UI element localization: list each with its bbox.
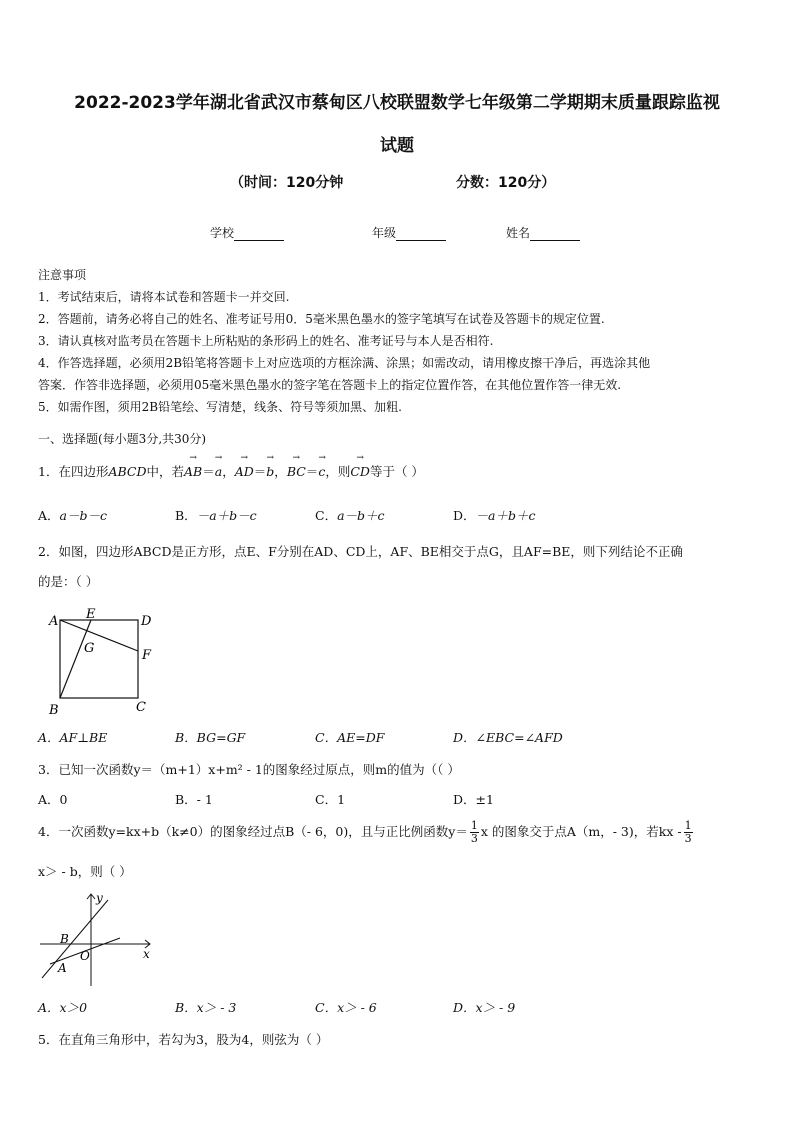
- q3-option-d[interactable]: D．±1: [453, 792, 494, 807]
- note-item: 4．作答选择题，必须用2B铅笔将答题卡上对应选项的方框涂满、涂黑；如需改动，请用橡皮擦干净后，再选涂其他: [38, 356, 651, 370]
- fraction-numerator: 1: [684, 819, 692, 832]
- label-b: B: [60, 932, 69, 946]
- section-heading: 一、选择题(每小题3分,共30分): [38, 432, 207, 446]
- name-field[interactable]: [506, 224, 580, 241]
- question-4-line2: x＞ - b，则（ ）: [38, 864, 132, 879]
- q2-option-d[interactable]: D．∠EBC=∠AFD: [453, 730, 563, 745]
- comma: ，: [274, 464, 287, 479]
- comma: ，: [222, 464, 235, 479]
- q2-option-c[interactable]: C．AE=DF: [315, 730, 385, 745]
- option-letter: C．: [315, 508, 338, 523]
- note-item: 3．请认真核对监考员在答题卡上所粘贴的条形码上的姓名、准考证号与本人是否相符.: [38, 334, 494, 348]
- label-f: F: [142, 648, 152, 663]
- grade-field[interactable]: [372, 224, 446, 241]
- vector-b: → b: [266, 464, 274, 479]
- equals-sign: ＝: [202, 464, 215, 479]
- name-blank[interactable]: [530, 228, 580, 241]
- q1-option-b[interactable]: [175, 506, 257, 524]
- note-item: 答案．作答非选择题，必须用05毫米黑色墨水的签字笔在答题卡上的指定位置作答，在其他位置作答一律无效.: [38, 378, 622, 392]
- q1-option-d[interactable]: [453, 506, 536, 524]
- segment-be: [60, 620, 91, 698]
- name-label: 姓名: [506, 226, 531, 240]
- q2-option-b[interactable]: B．BG=GF: [175, 730, 246, 745]
- question-4-line1: [38, 820, 763, 845]
- label-x: x: [143, 947, 150, 961]
- q1-text: 1．在四边形: [38, 464, 109, 479]
- q3-option-c[interactable]: C．1: [315, 792, 346, 807]
- q4-option-c[interactable]: C．x＞ - 6: [315, 1000, 377, 1015]
- time-limit: （时间：120分钟: [230, 175, 344, 191]
- label-b: B: [49, 703, 59, 718]
- vector-bc: → BC: [287, 464, 306, 479]
- q3-option-b[interactable]: B．- 1: [175, 792, 213, 807]
- q1-text: 中，若: [146, 464, 184, 479]
- q2-option-a[interactable]: A．AF⊥BE: [38, 730, 108, 745]
- linear-function-graph: [32, 888, 162, 988]
- label-g: G: [84, 641, 95, 656]
- note-item: 2．答题前，请务必将自己的姓名、准考证号用0．5毫米黑色墨水的签字笔填写在试卷及答题卡的规定位置.: [38, 312, 605, 326]
- total-score: 分数：120分）: [456, 175, 556, 191]
- q3-option-a[interactable]: A．0: [38, 792, 68, 807]
- segment-af: [60, 620, 138, 651]
- notes-heading: 注意事项: [38, 268, 87, 282]
- question-1: [38, 462, 763, 480]
- vector-ab: → AB: [184, 464, 202, 479]
- vector-cd: → CD: [350, 464, 370, 479]
- q1-text: ，则: [325, 464, 351, 479]
- grade-blank[interactable]: [396, 228, 446, 241]
- option-letter: B．: [175, 508, 197, 523]
- label-y: y: [96, 891, 103, 905]
- square-abcd: [60, 620, 138, 698]
- question-5: 5．在直角三角形中，若勾为3，股为4，则弦为（ ）: [38, 1032, 329, 1047]
- q4-text: 4．一次函数y=kx+b（k≠0）的图象经过点B（- 6，0)，且与正比例函数y＝: [38, 824, 468, 839]
- label-d: D: [141, 614, 152, 629]
- vector-a: → a: [215, 464, 222, 479]
- option-letter: A．: [38, 508, 60, 523]
- fraction-denominator: 3: [684, 832, 692, 845]
- school-label: 学校: [210, 226, 235, 240]
- fraction-denominator: 3: [470, 832, 478, 845]
- q1-option-c[interactable]: [315, 506, 385, 524]
- exam-title-line2: 试题: [380, 136, 414, 156]
- label-a: A: [49, 614, 59, 629]
- label-a: A: [58, 961, 67, 975]
- note-item: 1．考试结束后，请将本试卷和答题卡一并交回.: [38, 290, 290, 304]
- q1-quad: ABCD: [108, 464, 147, 479]
- equals-sign: ＝: [253, 464, 267, 479]
- vector-c: → c: [318, 464, 325, 479]
- label-c: C: [136, 700, 146, 715]
- q4-text: x 的图象交于点A（m，- 3)，若kx -: [480, 824, 682, 839]
- fraction-one-third: [684, 820, 693, 845]
- q4-option-a[interactable]: A．x＞0: [38, 1000, 88, 1015]
- option-text: －a＋b－c: [196, 508, 257, 523]
- question-3: 3．已知一次函数y＝（m+1）x+m² - 1的图象经过原点，则m的值为（（ ）: [38, 762, 460, 777]
- q4-option-b[interactable]: B．x＞ - 3: [175, 1000, 237, 1015]
- school-blank[interactable]: [234, 228, 284, 241]
- option-text: a－b＋c: [337, 508, 385, 523]
- label-e: E: [86, 607, 96, 622]
- question-2-line1: 2．如图，四边形ABCD是正方形，点E、F分别在AD、CD上，AF、BE相交于点G，且AF=BE，则下列结论不正确: [38, 544, 683, 559]
- equals-sign: ＝: [305, 464, 319, 479]
- line-y-kx-b: [42, 900, 108, 978]
- vector-ad: → AD: [235, 464, 254, 479]
- question-2-line2: 的是：（ ）: [38, 574, 99, 589]
- notes-section: [38, 264, 758, 418]
- q4-option-d[interactable]: D．x＞ - 9: [453, 1000, 516, 1015]
- square-figure: [44, 604, 164, 720]
- note-item: 5．如需作图，须用2B铅笔绘、写清楚，线条、符号等须加黑、加粗.: [38, 400, 402, 414]
- school-field[interactable]: [210, 224, 284, 241]
- q1-text: 等于（ ）: [369, 464, 424, 479]
- option-text: －a＋b＋c: [475, 508, 536, 523]
- option-letter: D．: [453, 508, 476, 523]
- label-o: O: [80, 949, 90, 963]
- grade-label: 年级: [372, 226, 397, 240]
- fraction-one-third: [470, 820, 479, 845]
- q1-option-a[interactable]: [38, 506, 107, 524]
- exam-title-line1: 2022-2023学年湖北省武汉市蔡甸区八校联盟数学七年级第二学期期末质量跟踪监视: [74, 93, 720, 113]
- fraction-numerator: 1: [470, 819, 478, 832]
- option-text: a－b－c: [59, 508, 107, 523]
